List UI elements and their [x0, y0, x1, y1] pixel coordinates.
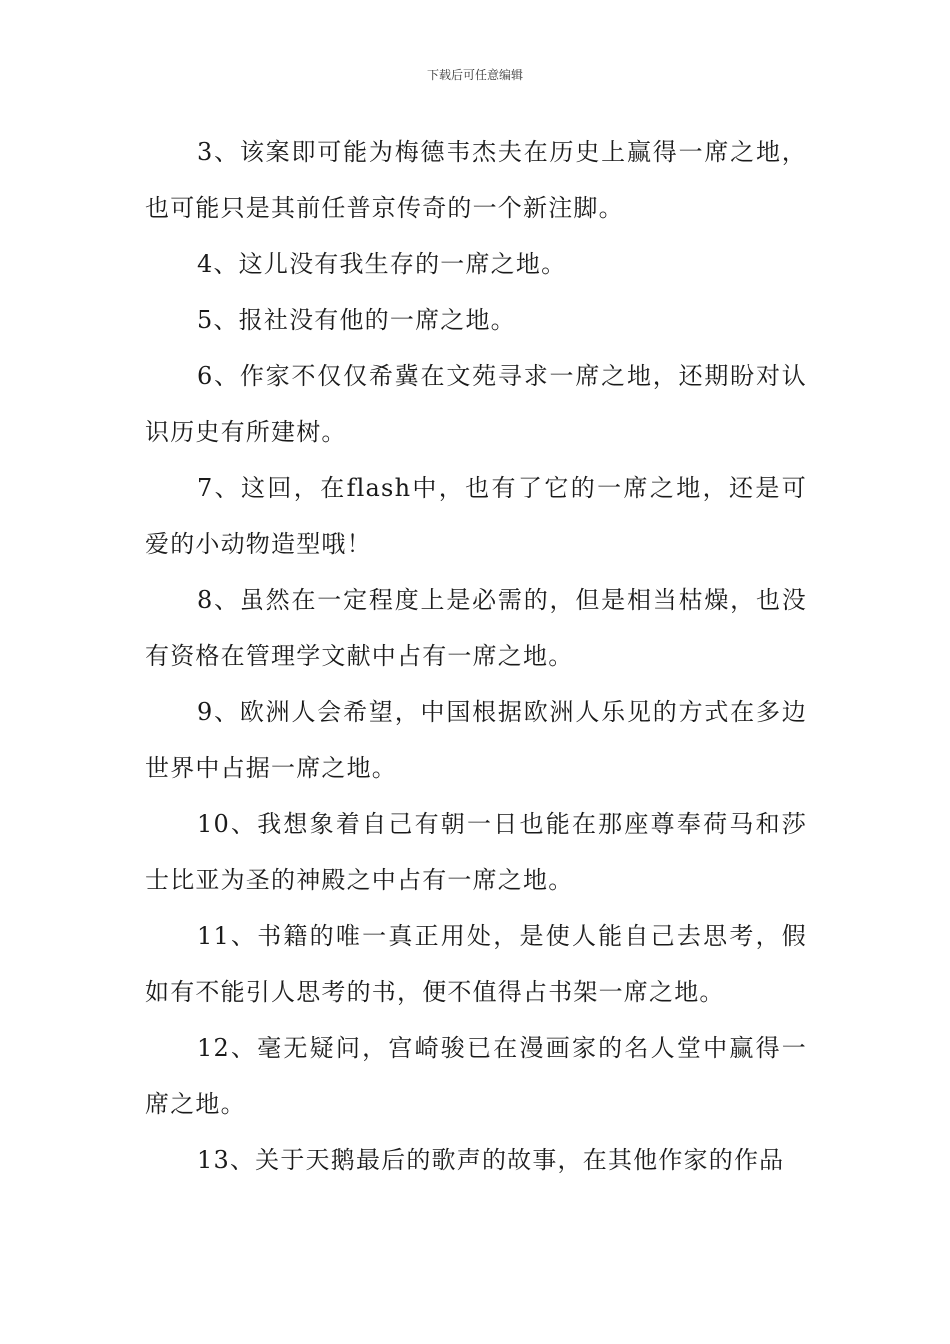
- paragraph-6: 6、作家不仅仅希冀在文苑寻求一席之地，还期盼对认识历史有所建树。: [145, 362, 807, 446]
- paragraph-3: 3、该案即可能为梅德韦杰夫在历史上赢得一席之地，也可能只是其前任普京传奇的一个新注脚。: [145, 138, 807, 222]
- paragraph-10: 10、我想象着自己有朝一日也能在那座尊奉荷马和莎士比亚为圣的神殿之中占有一席之地。: [145, 810, 807, 894]
- page-header: 下载后可任意编辑: [426, 68, 523, 82]
- paragraph-12: 12、毫无疑问，宫崎骏已在漫画家的名人堂中赢得一席之地。: [145, 1034, 807, 1118]
- paragraph-8: 8、虽然在一定程度上是必需的，但是相当枯燥，也没有资格在管理学文献中占有一席之地。: [145, 586, 807, 670]
- paragraph-5: 5、报社没有他的一席之地。: [197, 306, 516, 334]
- paragraph-9: 9、欧洲人会希望，中国根据欧洲人乐见的方式在多边世界中占据一席之地。: [145, 698, 807, 782]
- paragraph-7: 7、这回，在flash中，也有了它的一席之地，还是可爱的小动物造型哦！: [145, 474, 807, 558]
- document-body: [145, 124, 807, 1188]
- paragraph-11: 11、书籍的唯一真正用处，是使人能自己去思考，假如有不能引人思考的书，便不值得占书架一席之地。: [145, 922, 807, 1006]
- paragraph-4: 4、这儿没有我生存的一席之地。: [197, 250, 567, 278]
- paragraph-13: 13、关于天鹅最后的歌声的故事，在其他作家的作品: [197, 1146, 785, 1174]
